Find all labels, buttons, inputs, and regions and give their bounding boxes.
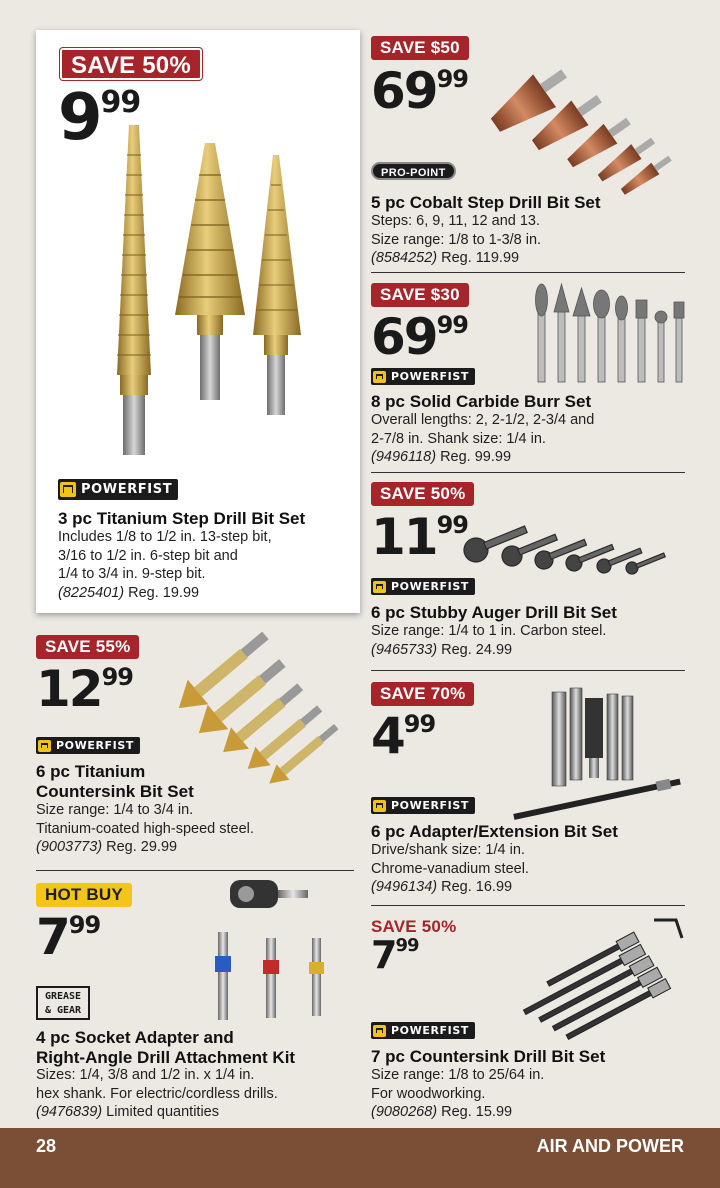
product-title: 3 pc Titanium Step Drill Bit Set	[58, 509, 306, 528]
product-title: 7 pc Countersink Drill Bit Set	[371, 1047, 606, 1066]
cobalt-step-bits-image	[490, 38, 690, 188]
regular-price: Reg. 24.99	[441, 641, 513, 658]
sale-price: 6999	[371, 308, 468, 366]
regular-price: Reg. 29.99	[106, 839, 178, 855]
powerfist-logo: POWERFIST	[58, 479, 178, 500]
sku: (9080268)	[371, 1104, 438, 1120]
adapter-extension-bits-image	[508, 684, 688, 818]
regular-price: Reg. 15.99	[441, 1104, 513, 1120]
save-badge: SAVE 50%	[371, 482, 474, 506]
regular-price: Reg. 99.99	[440, 449, 512, 465]
powerfist-logo: POWERFIST	[371, 578, 475, 595]
sale-price: 799	[36, 908, 101, 966]
fist-icon	[373, 581, 386, 593]
sku: (8584252)	[371, 250, 438, 266]
product-title: 5 pc Cobalt Step Drill Bit Set	[371, 193, 601, 212]
powerfist-logo: POWERFIST	[371, 1022, 475, 1039]
auger-bits-image	[462, 508, 662, 580]
page-footer	[0, 1128, 720, 1188]
product-description: Drive/shank size: 1/4 in. Chrome-vanadium steel. (9496134) Reg. 16.99	[371, 842, 529, 895]
fist-icon	[373, 1025, 386, 1037]
product-description: Sizes: 1/4, 3/8 and 1/2 in. x 1/4 in. hex shank. For electric/cordless drills. (9476839) Limited quantities	[36, 1067, 278, 1120]
regular-price: Reg. 19.99	[128, 584, 200, 601]
sku: (8225401)	[58, 584, 125, 601]
product-title: 6 pc Titanium Countersink Bit Set	[36, 762, 194, 801]
fist-icon	[373, 371, 386, 383]
product-title: 4 pc Socket Adapter and Right-Angle Drill Attachment Kit	[36, 1028, 296, 1067]
save-badge: SAVE $30	[371, 283, 469, 307]
limited-quantities: Limited quantities	[106, 1104, 219, 1120]
sale-price: 1299	[36, 660, 133, 718]
sale-price: 799	[371, 933, 419, 977]
sku: (9465733)	[371, 641, 438, 658]
product-title: 6 pc Adapter/Extension Bit Set	[371, 822, 618, 841]
save-badge: SAVE 55%	[36, 635, 139, 659]
powerfist-logo: POWERFIST	[371, 368, 475, 385]
divider	[371, 272, 685, 273]
fist-icon	[373, 800, 386, 812]
save-badge: SAVE 70%	[371, 682, 474, 706]
product-description: Size range: 1/4 to 1 in. Carbon steel. (9465733) Reg. 24.99	[371, 623, 607, 658]
product-description: Overall lengths: 2, 2-1/2, 2-3/4 and 2-7/8 in. Shank size: 1/4 in. (9496118) Reg. 99.99	[371, 412, 595, 465]
sku: (9476839)	[36, 1104, 103, 1120]
powerfist-logo: POWERFIST	[371, 797, 475, 814]
fist-icon	[60, 482, 76, 497]
save-badge: SAVE $50	[371, 36, 469, 60]
divider	[371, 905, 685, 906]
section-title: AIR AND POWER	[536, 1136, 684, 1156]
product-title: 8 pc Solid Carbide Burr Set	[371, 392, 592, 411]
countersink-drill-bits-image	[506, 916, 688, 1020]
product-description: Includes 1/8 to 1/2 in. 13-step bit, 3/16 to 1/2 in. 6-step bit and 1/4 to 3/4 in. 9-step bit. (8225401) Reg. 19.99	[58, 529, 272, 601]
grease-and-gear-logo: GREASE & GEAR	[36, 986, 90, 1020]
sale-price: 999	[58, 81, 141, 155]
page-number: 28	[36, 1136, 57, 1156]
divider	[371, 670, 685, 671]
product-title: 6 pc Stubby Auger Drill Bit Set	[371, 603, 617, 622]
product-description: Size range: 1/8 to 25/64 in. For woodworking. (9080268) Reg. 15.99	[371, 1067, 545, 1120]
socket-adapter-kit-image	[208, 876, 338, 1026]
regular-price: Reg. 119.99	[441, 250, 520, 266]
save-badge: SAVE 50%	[371, 917, 457, 936]
countersink-bits-image	[168, 632, 353, 784]
sku: (9496134)	[371, 879, 438, 895]
sale-price: 499	[371, 707, 436, 765]
fist-icon	[38, 740, 51, 752]
step-drill-bits-image	[95, 125, 335, 465]
save-badge: SAVE 50%	[60, 48, 202, 80]
regular-price: Reg. 16.99	[441, 879, 513, 895]
product-description: Size range: 1/4 to 3/4 in. Titanium-coated high-speed steel. (9003773) Reg. 29.99	[36, 802, 254, 855]
sku: (9003773)	[36, 839, 103, 855]
powerfist-logo: POWERFIST	[36, 737, 140, 754]
divider	[36, 870, 354, 871]
sale-price: 6999	[371, 62, 468, 120]
divider	[371, 472, 685, 473]
sale-price: 1199	[371, 508, 468, 566]
hot-buy-badge: HOT BUY	[36, 883, 132, 907]
carbide-burr-set-image	[532, 282, 688, 384]
product-description: Steps: 6, 9, 11, 12 and 13. Size range: 1/8 to 1-3/8 in. (8584252) Reg. 119.99	[371, 213, 542, 266]
sku: (9496118)	[371, 449, 437, 465]
propoint-logo: PRO-POINT	[371, 162, 456, 180]
